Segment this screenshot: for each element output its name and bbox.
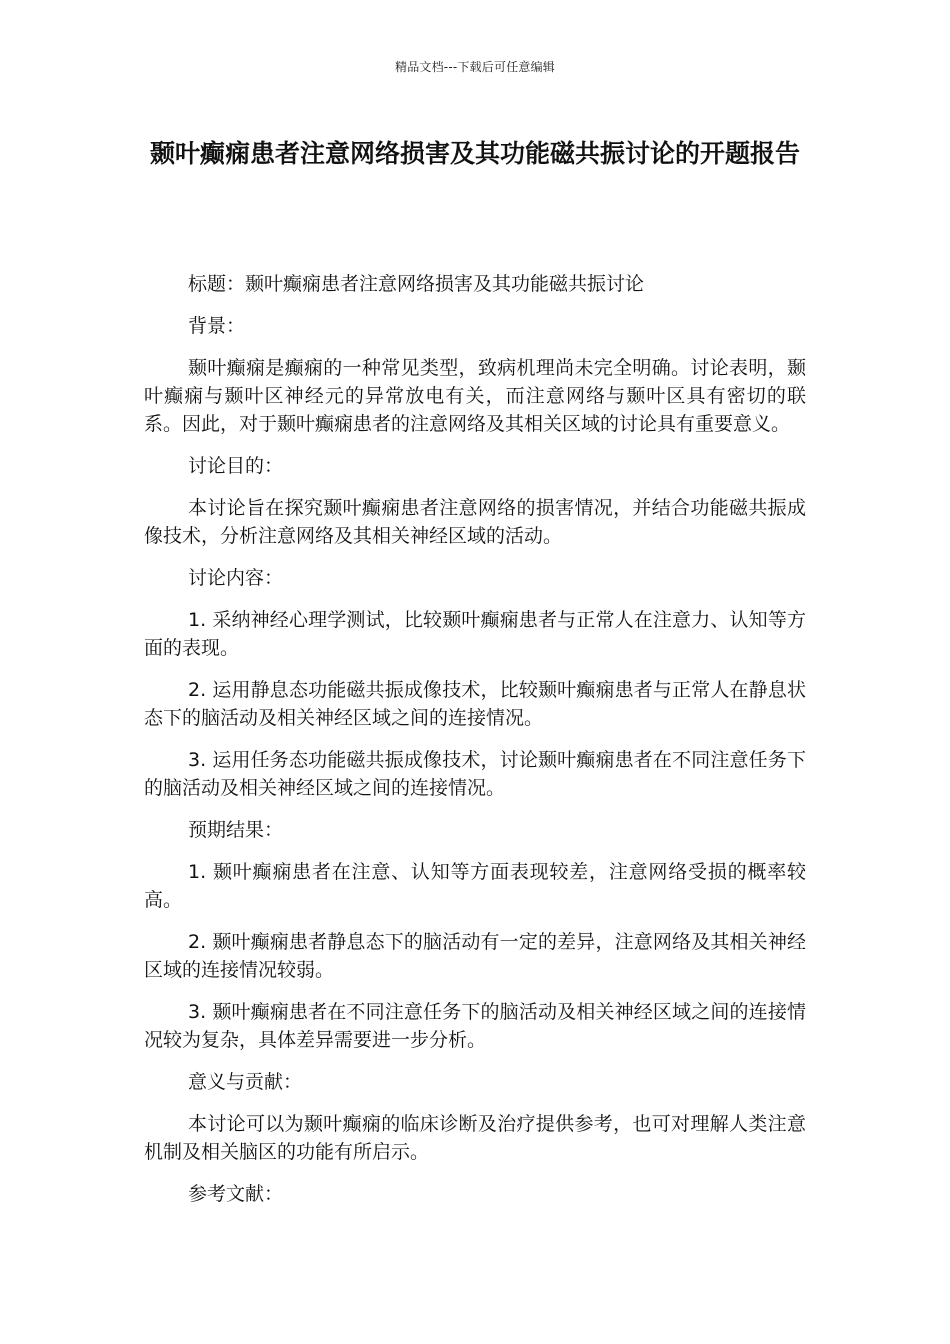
content-item-2: 2. 运用静息态功能磁共振成像技术，比较颞叶癫痫患者与正常人在静息状态下的脑活动及相关神经区域之间的连接情况。 [144,679,806,729]
result-item-1: 1. 颞叶癫痫患者在注意、认知等方面表现较差，注意网络受损的概率较高。 [144,861,806,911]
section-heading-purpose: 讨论目的： [188,455,284,477]
section-heading-expected-results: 预期结果： [188,819,284,841]
header-note: 精品文档---下载后可任意编辑 [395,60,555,74]
content-item-3: 3. 运用任务态功能磁共振成像技术，讨论颞叶癫痫患者在不同注意任务下的脑活动及相关神经区域之间的连接情况。 [144,749,806,799]
section-heading-background: 背景： [188,315,246,337]
document-title: 颞叶癫痫患者注意网络损害及其功能磁共振讨论的开题报告 [149,139,800,168]
document-body [144,270,806,1222]
subject-line: 标题：颞叶癫痫患者注意网络损害及其功能磁共振讨论 [188,273,645,295]
significance-paragraph: 本讨论可以为颞叶癫痫的临床诊断及治疗提供参考，也可对理解人类注意机制及相关脑区的功能有所启示。 [144,1113,806,1163]
result-item-3: 3. 颞叶癫痫患者在不同注意任务下的脑活动及相关神经区域之间的连接情况较为复杂，具体差异需要进一步分析。 [144,1001,806,1051]
background-paragraph: 颞叶癫痫是癫痫的一种常见类型，致病机理尚未完全明确。讨论表明，颞叶癫痫与颞叶区神经元的异常放电有关，而注意网络与颞叶区具有密切的联系。因此，对于颞叶癫痫患者的注意网络及其相关区域的讨论具有重要意义。 [144,357,806,435]
section-heading-content: 讨论内容： [188,567,284,589]
section-heading-significance: 意义与贡献： [188,1071,303,1093]
section-heading-references: 参考文献： [188,1183,284,1205]
content-item-1: 1. 采纳神经心理学测试，比较颞叶癫痫患者与正常人在注意力、认知等方面的表现。 [144,609,806,659]
purpose-paragraph: 本讨论旨在探究颞叶癫痫患者注意网络的损害情况，并结合功能磁共振成像技术，分析注意网络及其相关神经区域的活动。 [144,497,806,547]
result-item-2: 2. 颞叶癫痫患者静息态下的脑活动有一定的差异，注意网络及其相关神经区域的连接情况较弱。 [144,931,806,981]
